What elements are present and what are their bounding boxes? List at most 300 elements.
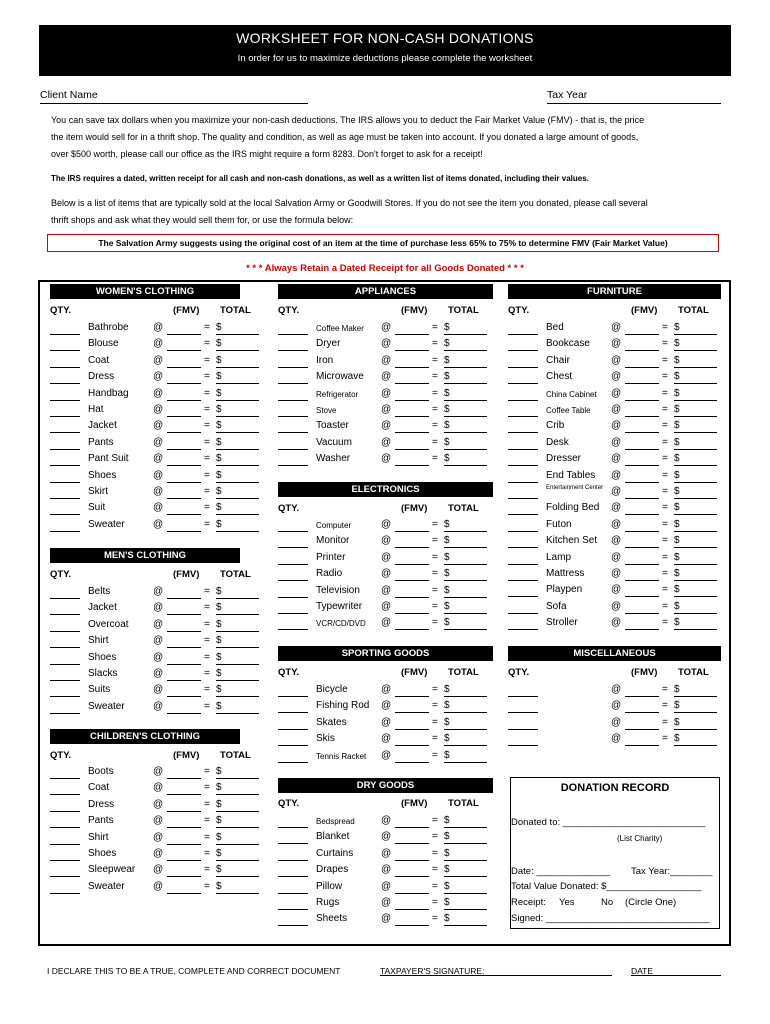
qty-input[interactable]	[508, 465, 538, 466]
dollar-sign: $	[444, 519, 450, 530]
item-row	[50, 831, 265, 847]
total-input[interactable]	[444, 564, 487, 565]
fmv-input[interactable]	[395, 580, 429, 581]
total-input[interactable]	[444, 580, 487, 581]
fmv-input[interactable]	[625, 416, 659, 417]
tax-year-field[interactable]	[547, 89, 721, 104]
qty-input[interactable]	[50, 350, 80, 351]
item-row	[508, 321, 723, 337]
fmv-input[interactable]	[625, 498, 659, 499]
tax-year-label: Tax Year	[547, 89, 588, 101]
total-input[interactable]	[444, 860, 487, 861]
qty-input[interactable]	[278, 613, 308, 614]
fmv-input[interactable]	[625, 729, 659, 730]
fmv-input[interactable]	[395, 925, 429, 926]
total-input[interactable]	[444, 629, 487, 630]
at-sign: @	[381, 584, 392, 596]
qty-input[interactable]	[508, 334, 538, 335]
qty-input[interactable]	[50, 893, 80, 894]
total-input[interactable]	[444, 696, 487, 697]
total-input[interactable]	[444, 613, 487, 614]
fmv-input[interactable]	[167, 531, 201, 532]
total-input[interactable]	[216, 827, 259, 828]
fmv-input[interactable]	[395, 712, 429, 713]
total-input[interactable]	[216, 416, 259, 417]
item-row	[50, 337, 265, 353]
total-input[interactable]	[444, 383, 487, 384]
total-input[interactable]	[674, 564, 717, 565]
qty-input[interactable]	[278, 745, 308, 746]
total-input[interactable]	[216, 614, 259, 615]
fmv-input[interactable]	[167, 449, 201, 450]
total-input[interactable]	[216, 794, 259, 795]
at-sign: @	[611, 502, 622, 514]
fmv-input[interactable]	[395, 629, 429, 630]
fmv-input[interactable]	[395, 597, 429, 598]
fmv-input[interactable]	[395, 400, 429, 401]
fmv-input[interactable]	[395, 729, 429, 730]
qty-input[interactable]	[50, 713, 80, 714]
total-input[interactable]	[216, 631, 259, 632]
fmv-input[interactable]	[167, 844, 201, 845]
qty-input[interactable]	[278, 843, 308, 844]
total-input[interactable]	[444, 876, 487, 877]
item-row	[508, 387, 723, 403]
equals-sign: =	[432, 733, 438, 745]
fmv-input[interactable]	[167, 860, 201, 861]
qty-input[interactable]	[50, 367, 80, 368]
qty-input[interactable]	[50, 696, 80, 697]
fmv-input[interactable]	[395, 696, 429, 697]
total-input[interactable]	[216, 893, 259, 894]
fmv-input[interactable]	[395, 416, 429, 417]
qty-input[interactable]	[508, 416, 538, 417]
qty-input[interactable]	[50, 664, 80, 665]
qty-input[interactable]	[508, 729, 538, 730]
equals-sign: =	[204, 486, 210, 497]
fmv-input[interactable]	[167, 713, 201, 714]
qty-input[interactable]	[278, 827, 308, 828]
total-input[interactable]	[216, 664, 259, 665]
total-input[interactable]	[444, 843, 487, 844]
fmv-input[interactable]	[395, 334, 429, 335]
qty-input[interactable]	[278, 860, 308, 861]
qty-input[interactable]	[278, 712, 308, 713]
fmv-input[interactable]	[167, 350, 201, 351]
qty-input[interactable]	[278, 629, 308, 630]
at-sign: @	[153, 469, 164, 481]
fmv-input[interactable]	[625, 564, 659, 565]
total-input[interactable]	[216, 383, 259, 384]
qty-input[interactable]	[50, 334, 80, 335]
qty-input[interactable]	[508, 432, 538, 433]
fmv-input[interactable]	[625, 400, 659, 401]
total-input[interactable]	[216, 432, 259, 433]
fmv-input[interactable]	[395, 531, 429, 532]
total-input[interactable]	[674, 498, 717, 499]
total-input[interactable]	[216, 465, 259, 466]
qty-input[interactable]	[508, 531, 538, 532]
fmv-input[interactable]	[395, 860, 429, 861]
total-input[interactable]	[216, 844, 259, 845]
total-input[interactable]	[216, 334, 259, 335]
receipt-no-option[interactable]: No	[601, 897, 614, 908]
fmv-input[interactable]	[167, 482, 201, 483]
dry-section-header: DRY GOODS	[278, 778, 493, 793]
fmv-input[interactable]	[625, 482, 659, 483]
dollar-sign: $	[444, 371, 450, 383]
fmv-input[interactable]	[395, 827, 429, 828]
qty-input[interactable]	[278, 580, 308, 581]
qty-input[interactable]	[278, 432, 308, 433]
qty-input[interactable]	[50, 844, 80, 845]
qty-input[interactable]	[50, 416, 80, 417]
qty-input[interactable]	[278, 334, 308, 335]
qty-input[interactable]	[278, 909, 308, 910]
total-input[interactable]	[674, 580, 717, 581]
total-input[interactable]	[444, 400, 487, 401]
declaration-date-line[interactable]	[631, 975, 721, 976]
fmv-input[interactable]	[395, 876, 429, 877]
fmv-input[interactable]	[395, 893, 429, 894]
fmv-input[interactable]	[625, 432, 659, 433]
total-input[interactable]	[674, 596, 717, 597]
equals-sign: =	[204, 387, 210, 399]
item-row	[278, 419, 493, 435]
total-input[interactable]	[444, 729, 487, 730]
qty-input[interactable]	[278, 350, 308, 351]
fmv-input[interactable]	[167, 794, 201, 795]
total-input[interactable]	[444, 745, 487, 746]
total-input[interactable]	[674, 729, 717, 730]
total-input[interactable]	[674, 613, 717, 614]
total-input[interactable]	[216, 531, 259, 532]
qty-input[interactable]	[50, 383, 80, 384]
item-row	[50, 618, 265, 634]
fmv-input[interactable]	[167, 432, 201, 433]
item-row	[278, 403, 493, 419]
total-input[interactable]	[444, 465, 487, 466]
fmv-input[interactable]	[395, 613, 429, 614]
equals-sign: =	[204, 602, 210, 614]
signed-field[interactable]: Signed: _______________________________	[511, 913, 710, 924]
item-row	[50, 601, 265, 617]
qty-input[interactable]	[508, 696, 538, 697]
fmv-input[interactable]	[625, 712, 659, 713]
at-sign: @	[381, 551, 392, 563]
qty-input[interactable]	[278, 400, 308, 401]
qty-input[interactable]	[278, 465, 308, 466]
fmv-input[interactable]	[395, 564, 429, 565]
qty-input[interactable]	[50, 482, 80, 483]
fmv-input[interactable]	[167, 827, 201, 828]
qty-input[interactable]	[50, 498, 80, 499]
total-value-field[interactable]: Total Value Donated: $__________________	[511, 881, 702, 892]
fmv-input[interactable]	[167, 631, 201, 632]
total-input[interactable]	[444, 350, 487, 351]
total-input[interactable]	[444, 432, 487, 433]
receipt-yes-option[interactable]: Yes	[559, 897, 575, 908]
total-input[interactable]	[674, 514, 717, 515]
fmv-input[interactable]	[625, 514, 659, 515]
item-name: Dryer	[316, 338, 341, 350]
fmv-input[interactable]	[395, 432, 429, 433]
total-input[interactable]	[674, 547, 717, 548]
fmv-input[interactable]	[167, 400, 201, 401]
receipt-label: Receipt:	[511, 897, 546, 908]
fmv-input[interactable]	[625, 547, 659, 548]
total-input[interactable]	[674, 350, 717, 351]
equals-sign: =	[204, 586, 210, 597]
qty-input[interactable]	[508, 449, 538, 450]
qty-input[interactable]	[278, 547, 308, 548]
total-input[interactable]	[444, 547, 487, 548]
qty-input[interactable]	[50, 680, 80, 681]
qty-input[interactable]	[278, 876, 308, 877]
total-input[interactable]	[216, 598, 259, 599]
total-input[interactable]	[444, 416, 487, 417]
item-name: Kitchen Set	[546, 535, 598, 547]
item-row	[508, 354, 723, 370]
qty-input[interactable]	[278, 449, 308, 450]
fmv-input[interactable]	[167, 514, 201, 515]
total-input[interactable]	[216, 367, 259, 368]
fmv-input[interactable]	[395, 843, 429, 844]
fmv-input[interactable]	[167, 334, 201, 335]
fmv-input[interactable]	[625, 580, 659, 581]
item-row	[278, 732, 493, 748]
qty-input[interactable]	[50, 531, 80, 532]
at-sign: @	[381, 617, 392, 629]
donated-to-field[interactable]: Donated to: ___________________________	[511, 817, 706, 828]
total-input[interactable]	[216, 876, 259, 877]
fmv-input[interactable]	[167, 696, 201, 697]
fmv-input[interactable]	[625, 350, 659, 351]
equals-sign: =	[662, 600, 668, 612]
qty-input[interactable]	[50, 449, 80, 450]
fmv-input[interactable]	[625, 629, 659, 630]
fmv-input[interactable]	[167, 893, 201, 894]
item-row	[278, 880, 493, 896]
total-input[interactable]	[216, 498, 259, 499]
fmv-input[interactable]	[395, 465, 429, 466]
fmv-input[interactable]	[625, 465, 659, 466]
total-input[interactable]	[674, 334, 717, 335]
qty-input[interactable]	[508, 629, 538, 630]
fmv-input[interactable]	[625, 696, 659, 697]
tax-year-record-field[interactable]: Tax Year:________	[631, 866, 713, 877]
qty-input[interactable]	[508, 498, 538, 499]
date-field[interactable]: Date: ______________	[511, 866, 611, 877]
fmv-input[interactable]	[395, 383, 429, 384]
qty-input[interactable]	[278, 893, 308, 894]
total-input[interactable]	[674, 696, 717, 697]
fmv-input[interactable]	[395, 909, 429, 910]
total-input[interactable]	[444, 531, 487, 532]
qty-input[interactable]	[278, 762, 308, 763]
fmv-input[interactable]	[167, 598, 201, 599]
fmv-input[interactable]	[167, 498, 201, 499]
total-input[interactable]	[674, 367, 717, 368]
total-input[interactable]	[216, 449, 259, 450]
total-input[interactable]	[444, 893, 487, 894]
fmv-input[interactable]	[395, 762, 429, 763]
qty-input[interactable]	[508, 367, 538, 368]
total-input[interactable]	[444, 334, 487, 335]
fmv-input[interactable]	[625, 596, 659, 597]
qty-input[interactable]	[508, 547, 538, 548]
total-input[interactable]	[216, 647, 259, 648]
total-input[interactable]	[674, 482, 717, 483]
at-sign: @	[611, 535, 622, 547]
qty-input[interactable]	[50, 465, 80, 466]
total-input[interactable]	[674, 416, 717, 417]
fmv-input[interactable]	[625, 383, 659, 384]
qty-input[interactable]	[50, 432, 80, 433]
total-input[interactable]	[444, 449, 487, 450]
qty-input[interactable]	[50, 631, 80, 632]
qty-input[interactable]	[508, 514, 538, 515]
total-input[interactable]	[216, 696, 259, 697]
total-input[interactable]	[674, 712, 717, 713]
fmv-input[interactable]	[395, 449, 429, 450]
dollar-sign: $	[216, 782, 222, 794]
qty-input[interactable]	[50, 514, 80, 515]
fmv-input[interactable]	[395, 547, 429, 548]
qty-input[interactable]	[508, 383, 538, 384]
qty-input[interactable]	[50, 598, 80, 599]
qty-input[interactable]	[50, 647, 80, 648]
fmv-input[interactable]	[395, 350, 429, 351]
declaration-date-label: DATE	[631, 966, 654, 976]
total-input[interactable]	[674, 432, 717, 433]
qty-input[interactable]	[278, 696, 308, 697]
at-sign: @	[153, 815, 164, 827]
qty-input[interactable]	[508, 712, 538, 713]
total-input[interactable]	[444, 925, 487, 926]
item-name: Boots	[88, 766, 114, 777]
qty-input[interactable]	[278, 416, 308, 417]
fmv-input[interactable]	[167, 680, 201, 681]
fmv-input[interactable]	[167, 876, 201, 877]
column-header-fmv: (FMV)	[401, 667, 428, 678]
fmv-input[interactable]	[167, 416, 201, 417]
qty-input[interactable]	[278, 925, 308, 926]
qty-input[interactable]	[508, 400, 538, 401]
item-row	[50, 683, 265, 699]
qty-input[interactable]	[508, 350, 538, 351]
qty-input[interactable]	[50, 876, 80, 877]
qty-input[interactable]	[50, 811, 80, 812]
fmv-input[interactable]	[167, 778, 201, 779]
total-input[interactable]	[674, 400, 717, 401]
qty-input[interactable]	[50, 778, 80, 779]
qty-input[interactable]	[508, 482, 538, 483]
total-input[interactable]	[674, 449, 717, 450]
qty-input[interactable]	[278, 367, 308, 368]
total-input[interactable]	[674, 745, 717, 746]
taxpayer-signature-line[interactable]	[380, 975, 612, 976]
total-input[interactable]	[444, 827, 487, 828]
qty-input[interactable]	[508, 745, 538, 746]
fmv-input[interactable]	[625, 367, 659, 368]
total-input[interactable]	[216, 713, 259, 714]
total-input[interactable]	[674, 629, 717, 630]
total-input[interactable]	[216, 680, 259, 681]
column-header-total: TOTAL	[220, 569, 251, 580]
total-input[interactable]	[674, 531, 717, 532]
fmv-input[interactable]	[625, 613, 659, 614]
total-input[interactable]	[216, 778, 259, 779]
total-input[interactable]	[674, 383, 717, 384]
at-sign: @	[381, 371, 392, 383]
qty-input[interactable]	[278, 531, 308, 532]
qty-input[interactable]	[508, 580, 538, 581]
fmv-input[interactable]	[167, 647, 201, 648]
fmv-input[interactable]	[167, 367, 201, 368]
qty-input[interactable]	[508, 596, 538, 597]
client-name-field[interactable]	[40, 89, 308, 104]
total-input[interactable]	[216, 350, 259, 351]
item-row	[50, 847, 265, 863]
dollar-sign: $	[444, 716, 450, 728]
qty-input[interactable]	[278, 597, 308, 598]
qty-input[interactable]	[278, 564, 308, 565]
total-input[interactable]	[674, 465, 717, 466]
total-input[interactable]	[444, 762, 487, 763]
qty-input[interactable]	[278, 383, 308, 384]
total-input[interactable]	[216, 400, 259, 401]
fmv-input[interactable]	[167, 664, 201, 665]
qty-input[interactable]	[50, 614, 80, 615]
qty-input[interactable]	[278, 729, 308, 730]
fmv-input[interactable]	[167, 383, 201, 384]
fmv-input[interactable]	[395, 367, 429, 368]
qty-input[interactable]	[508, 613, 538, 614]
qty-input[interactable]	[50, 794, 80, 795]
total-input[interactable]	[216, 482, 259, 483]
fmv-input[interactable]	[625, 449, 659, 450]
qty-input[interactable]	[50, 860, 80, 861]
fmv-input[interactable]	[625, 334, 659, 335]
at-sign: @	[153, 322, 164, 333]
item-row	[50, 321, 265, 337]
total-input[interactable]	[444, 909, 487, 910]
total-input[interactable]	[444, 367, 487, 368]
total-input[interactable]	[216, 514, 259, 515]
fmv-input[interactable]	[625, 531, 659, 532]
fmv-input[interactable]	[167, 811, 201, 812]
item-name: Suit	[88, 502, 106, 514]
total-input[interactable]	[216, 811, 259, 812]
fmv-input[interactable]	[167, 465, 201, 466]
item-row	[278, 716, 493, 732]
fmv-input[interactable]	[395, 745, 429, 746]
intro-line: over $500 worth, please call our office as the IRS might require a form 8283. Don't forget to ask for a receipt!	[51, 149, 483, 159]
qty-input[interactable]	[50, 400, 80, 401]
item-row	[278, 354, 493, 370]
total-input[interactable]	[216, 860, 259, 861]
qty-input[interactable]	[508, 564, 538, 565]
total-input[interactable]	[444, 712, 487, 713]
fmv-input[interactable]	[167, 614, 201, 615]
equals-sign: =	[432, 700, 438, 712]
item-row	[50, 518, 265, 534]
column-header-fmv: (FMV)	[401, 798, 428, 809]
fmv-input[interactable]	[625, 745, 659, 746]
qty-input[interactable]	[50, 827, 80, 828]
total-input[interactable]	[444, 597, 487, 598]
